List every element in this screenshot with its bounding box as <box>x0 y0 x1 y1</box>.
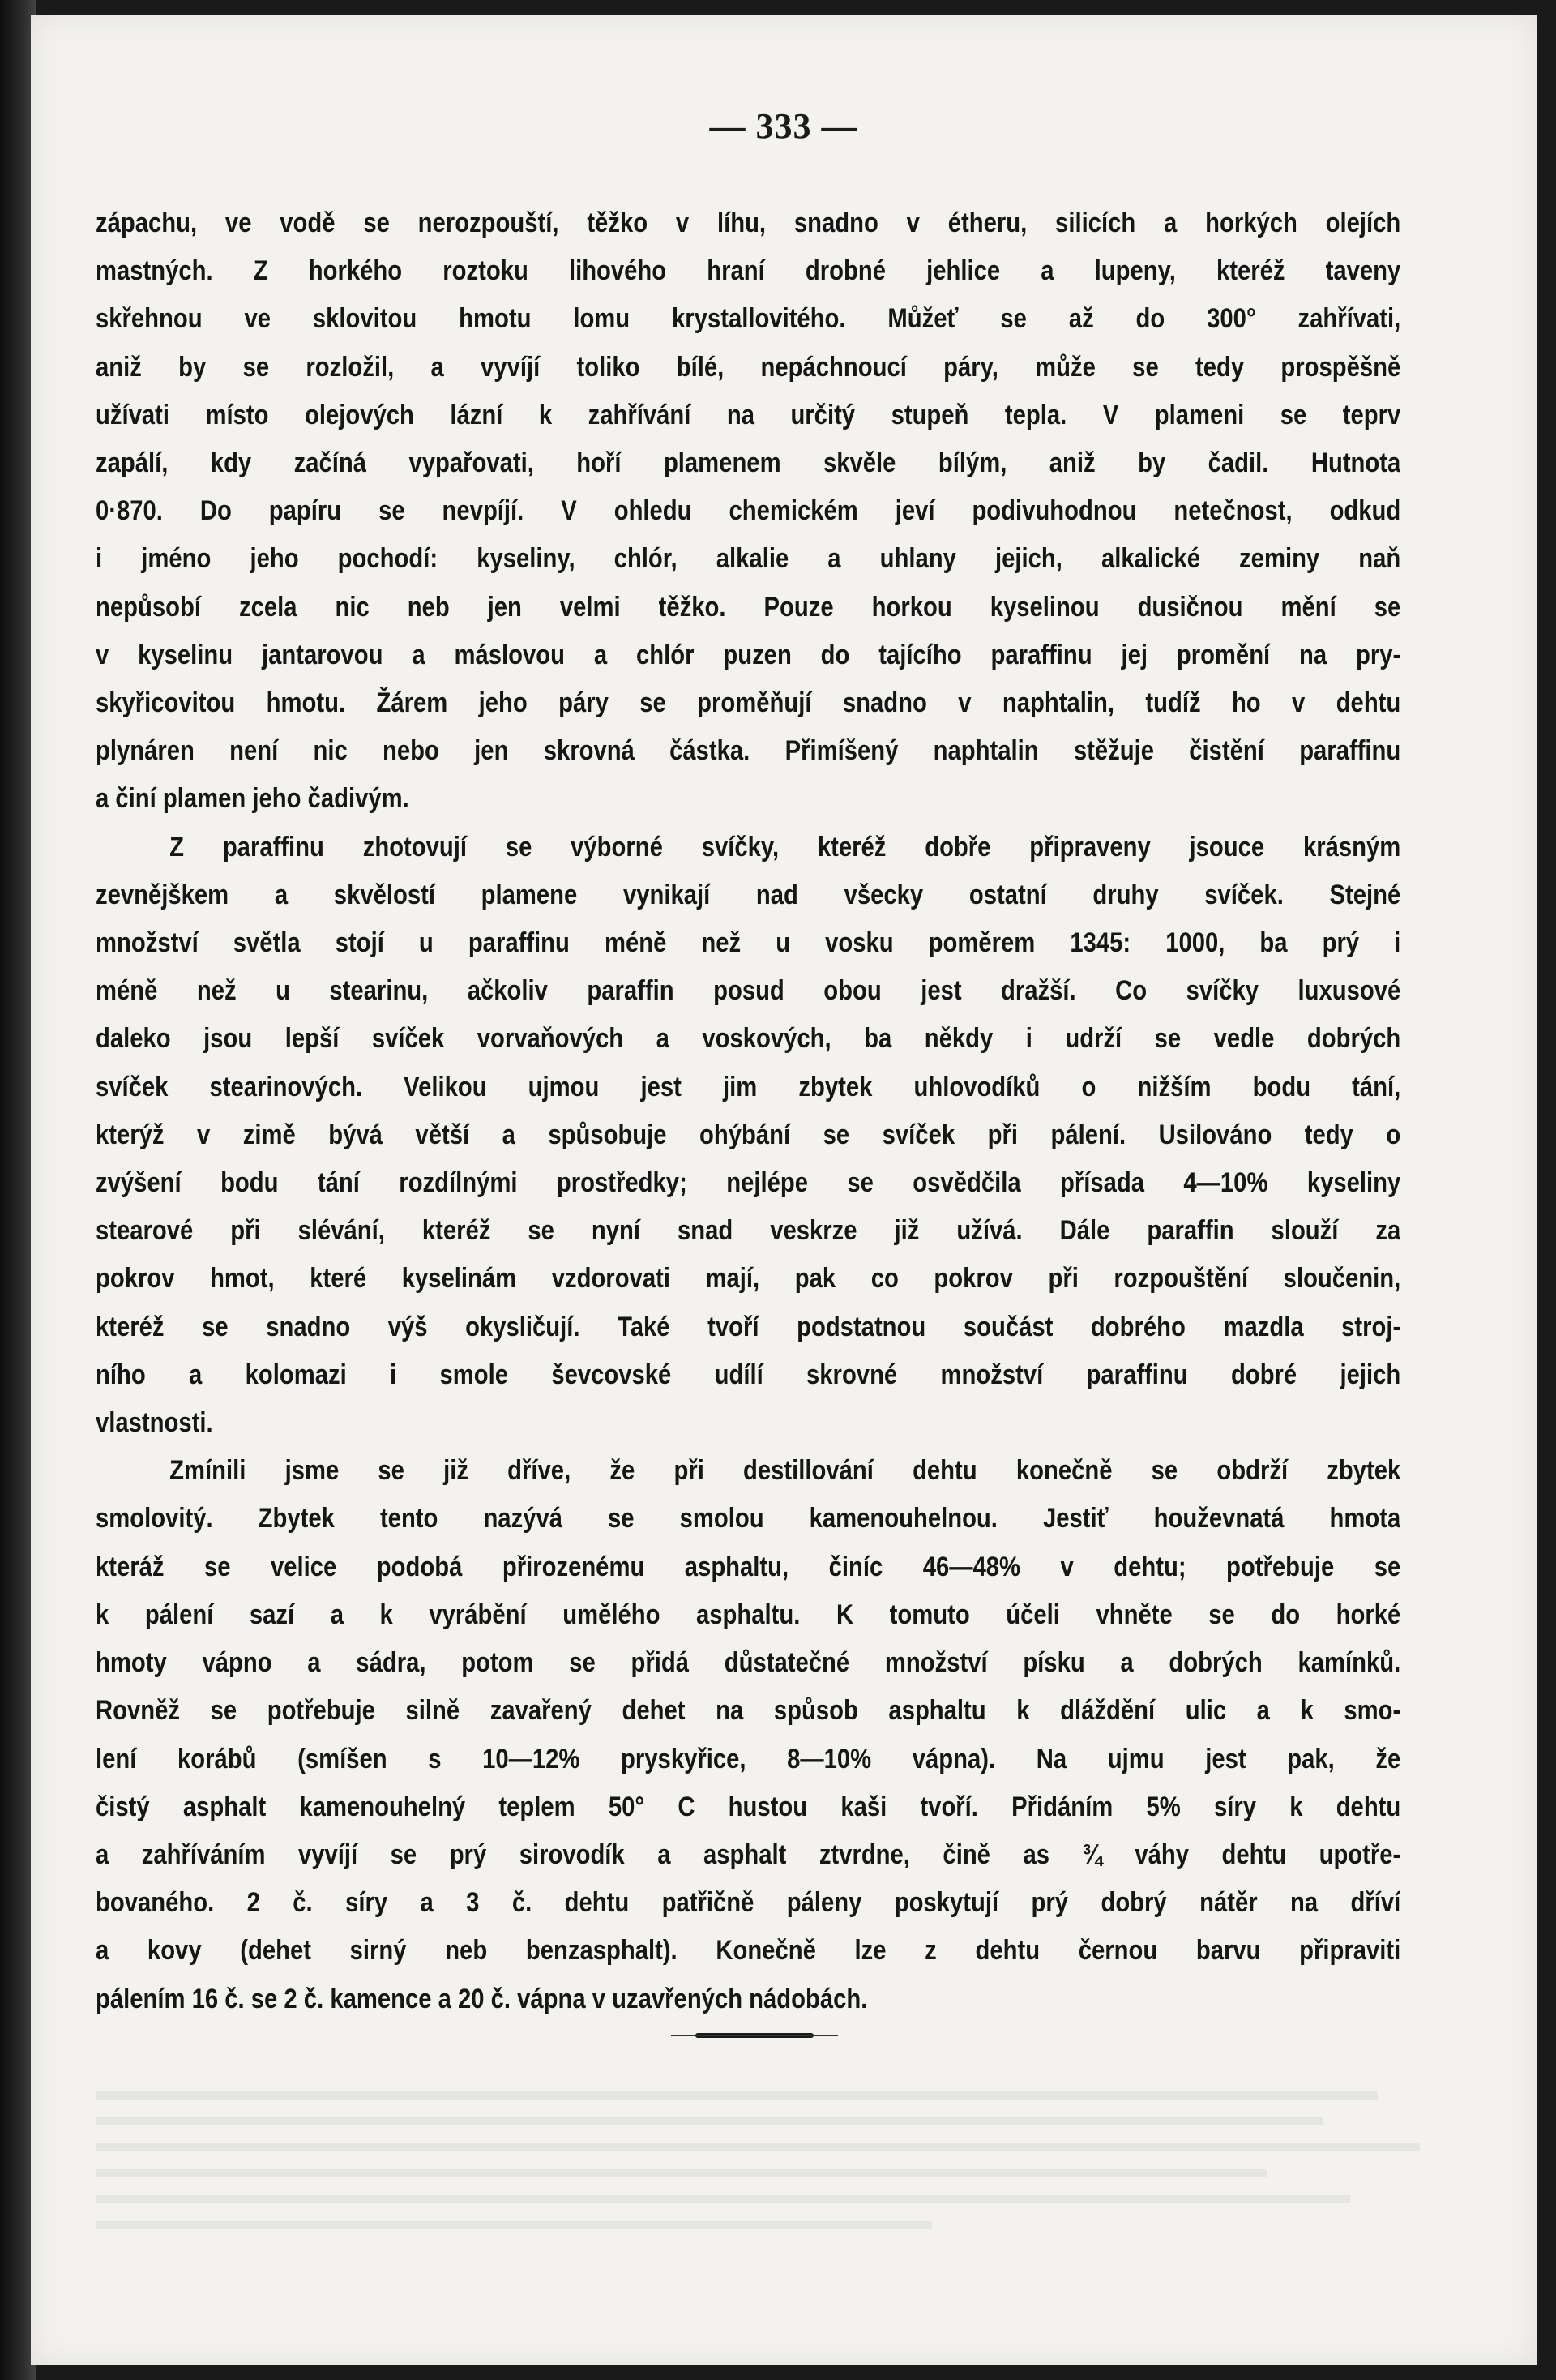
text-line: Rovněž se potřebuje silně zavařený dehet na spůsob asphaltu k dláždění ulic a k smo- <box>96 1695 1401 1727</box>
text-line: lení korábů (smíšen s 10—12% pryskyřice, 8—10% vápna). Na ujmu jest pak, že <box>96 1743 1401 1774</box>
text-line: užívati místo olejových lázní k zahřívání na určitý stupeň tepla. V plameni se teprv <box>96 399 1401 430</box>
text-line: pálením 16 č. se 2 č. kamence a 20 č. vápna v uzavřených nádobách. <box>96 1983 868 2014</box>
text-line: množství světla stojí u paraffinu méně než u vosku poměrem 1345: 1000, ba prý i <box>96 927 1401 959</box>
text-line: plynáren není nic nebo jen skrovná částka. Přimíšený naphtalin stěžuje čistění paraffinu <box>96 735 1401 767</box>
text-line: zvýšení bodu tání rozdílnými prostředky; nejlépe se osvědčila přísada 4—10% kyseliny <box>96 1167 1401 1199</box>
page-number: — 333 — <box>709 106 858 146</box>
text-line: svíček stearinových. Velikou ujmou jest jim zbytek uhlovodíků o nižším bodu tání, <box>96 1071 1401 1102</box>
text-line: i jméno jeho pochodí: kyseliny, chlór, alkalie a uhlany jejich, alkalické zeminy naň <box>96 543 1401 575</box>
text-line: vlastnosti. <box>96 1407 213 1439</box>
text-line: a činí plamen jeho čadivým. <box>96 783 409 815</box>
text-line: stearové při slévání, kteréž se nyní snad veskrze již užívá. Dále paraffin slouží za <box>96 1215 1401 1247</box>
text-line: mastných. Z horkého roztoku lihového hraní drobné jehlice a lupeny, kteréž taveny <box>96 255 1401 287</box>
text-line: zápachu, ve vodě se nerozpouští, těžko v líhu, snadno v étheru, silicích a horkých olejích <box>96 208 1401 238</box>
text-line: zapálí, kdy začíná vypařovati, hoří plamenem skvěle bílým, aniž by čadil. Hutnota <box>96 447 1401 479</box>
text-line: kteráž se velice podobá přirozenému asphaltu, činíc 46—48% v dehtu; potřebuje se <box>96 1551 1401 1582</box>
text-line: hmoty vápno a sádra, potom se přidá důstatečné množství písku a dobrých kamínků. <box>96 1647 1401 1679</box>
text-line: kterýž v zimě bývá větší a spůsobuje ohýbání se svíček při pálení. Usilováno tedy o <box>96 1119 1401 1150</box>
paragraph-paraffin-properties <box>96 199 1400 824</box>
text-line: bovaného. 2 č. síry a 3 č. dehtu patřičně páleny poskytují prý dobrý nátěr na dříví <box>96 1887 1401 1919</box>
text-line: a zahříváním vyvíjí se prý sirovodík a asphalt ztvrdne, čině as ¾ váhy dehtu upotře- <box>96 1839 1401 1870</box>
text-line: zevnějškem a skvělostí plamene vynikají nad všecky ostatní druhy svíček. Stejné <box>96 879 1401 910</box>
text-line: pokrov hmot, které kyselinám vzdorovati mají, pak co pokrov při rozpouštění sloučenin, <box>96 1263 1401 1295</box>
text-line: smolovitý. Zbytek tento nazývá se smolou kamenouhelnou. Jestiť houževnatá hmota <box>96 1503 1401 1535</box>
book-page <box>31 15 1537 2365</box>
text-line: Zmínili jsme se již dříve, že při destillování dehtu konečně se obdrží zbytek <box>169 1455 1401 1487</box>
text-line: v kyselinu jantarovou a máslovou a chlór puzen do tajícího paraffinu jej promění na pry- <box>96 639 1401 670</box>
text-line: čistý asphalt kamenouhelný teplem 50° C hustou kaši tvoří. Přidáním 5% síry k dehtu <box>96 1791 1401 1822</box>
text-line: daleko jsou lepší svíček vorvaňových a voskových, ba někdy i udrží se vedle dobrých <box>96 1023 1401 1055</box>
text-line: 0·870. Do papíru se nevpíjí. V ohledu chemickém jeví podivuhodnou netečnost, odkud <box>96 495 1401 527</box>
text-line: k pálení sazí a k vyrábění umělého asphaltu. K tomuto účeli vhněte se do horké <box>96 1599 1401 1630</box>
text-line: skyřicovitou hmotu. Žárem jeho páry se proměňují snadno v naphtalin, tudíž ho v dehtu <box>96 687 1401 719</box>
text-line: aniž by se rozložil, a vyvíjí toliko bílé, nepáchnoucí páry, může se tedy prospěšně <box>96 351 1401 383</box>
text-line: Z paraffinu zhotovují se výborné svíčky, kteréž dobře připraveny jsouce krásným <box>169 831 1401 863</box>
body-text <box>96 199 1400 2023</box>
text-line: méně než u stearinu, ačkoliv paraffin posud obou jest dražší. Co svíčky luxusové <box>96 975 1401 1007</box>
text-line: a kovy (dehet sirný neb benzasphalt). Konečně lze z dehtu černou barvu připraviti <box>96 1935 1401 1967</box>
text-line: kteréž se snadno výš okysličují. Také tvoří podstatnou součást dobrého mazdla stroj- <box>96 1311 1401 1342</box>
section-divider-rule <box>695 2033 814 2038</box>
text-line: ního a kolomazi i smole ševcovské udílí skrovné množství paraffinu dobré jejich <box>96 1359 1401 1390</box>
text-line: skřehnou ve sklovitou hmotu lomu krystallovitého. Můžeť se až do 300° zahřívati, <box>96 303 1401 335</box>
paragraph-coal-pitch <box>96 1447 1400 2023</box>
show-through-from-reverse <box>96 2074 1490 2317</box>
text-line: nepůsobí zcela nic neb jen velmi těžko. Pouze horkou kyselinou dusičnou mění se <box>96 591 1401 623</box>
paragraph-paraffin-candles <box>96 824 1400 1448</box>
